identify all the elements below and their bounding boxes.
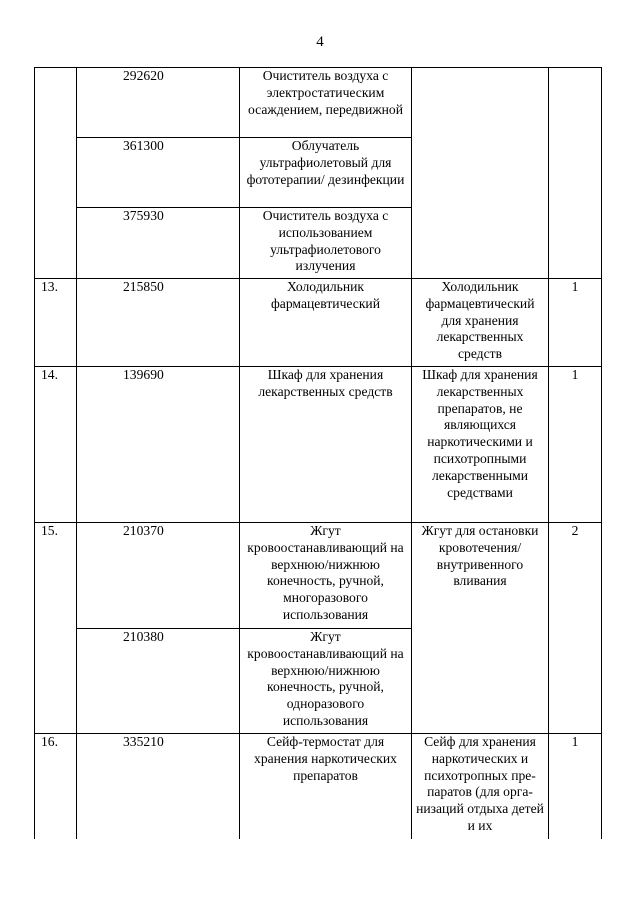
name-cell: Очиститель воздуха с электростатическим осаждением, передвижной <box>240 68 412 138</box>
name-cell: Холодильник фармацевтический <box>240 279 412 367</box>
name-cell: Облучатель ультрафиолетовый для фототерапии/ дезинфекции <box>240 138 412 208</box>
name-cell: Шкаф для хранения лекарственных средств <box>240 367 412 523</box>
code-cell: 375930 <box>77 208 240 279</box>
code-cell: 139690 <box>77 367 240 523</box>
quantity-cell: 1 <box>549 279 602 367</box>
requirement-cell: Сейф для хранения наркотических и психотропных пре-паратов (для орга-низаций отдыха детей и их <box>412 734 549 839</box>
code-cell: 210380 <box>77 629 240 734</box>
row-number-cell: 14. <box>35 367 77 523</box>
requirement-cell <box>412 68 549 279</box>
equipment-table <box>34 67 602 839</box>
quantity-cell <box>549 68 602 279</box>
requirement-cell: Шкаф для хранения лекарственных препаратов, не являющихся наркотическими и психотропными лекарственными средствами <box>412 367 549 523</box>
table-row <box>35 68 602 138</box>
code-cell: 335210 <box>77 734 240 839</box>
code-cell: 215850 <box>77 279 240 367</box>
code-cell: 210370 <box>77 523 240 629</box>
table-row <box>35 523 602 629</box>
name-cell: Очиститель воздуха с использованием ультрафиолетового излучения <box>240 208 412 279</box>
row-number-cell <box>35 68 77 279</box>
name-cell: Сейф-термостат для хранения наркотических препаратов <box>240 734 412 839</box>
quantity-cell: 2 <box>549 523 602 734</box>
quantity-cell: 1 <box>549 367 602 523</box>
name-cell: Жгут кровоостанавливающий на верхнюю/нижнюю конечность, ручной, многоразового использования <box>240 523 412 629</box>
row-number-cell: 13. <box>35 279 77 367</box>
table-row <box>35 734 602 839</box>
page-number: 4 <box>316 34 324 50</box>
row-number-cell: 15. <box>35 523 77 734</box>
table-row <box>35 367 602 523</box>
code-cell: 292620 <box>77 68 240 138</box>
requirement-cell: Холодильник фармацевтический для хранения лекарственных средств <box>412 279 549 367</box>
name-cell: Жгут кровоостанавливающий на верхнюю/нижнюю конечность, ручной, одноразового использования <box>240 629 412 734</box>
requirement-cell: Жгут для остановки кровотечения/ внутривенного вливания <box>412 523 549 734</box>
table-row <box>35 279 602 367</box>
code-cell: 361300 <box>77 138 240 208</box>
quantity-cell: 1 <box>549 734 602 839</box>
row-number-cell: 16. <box>35 734 77 839</box>
